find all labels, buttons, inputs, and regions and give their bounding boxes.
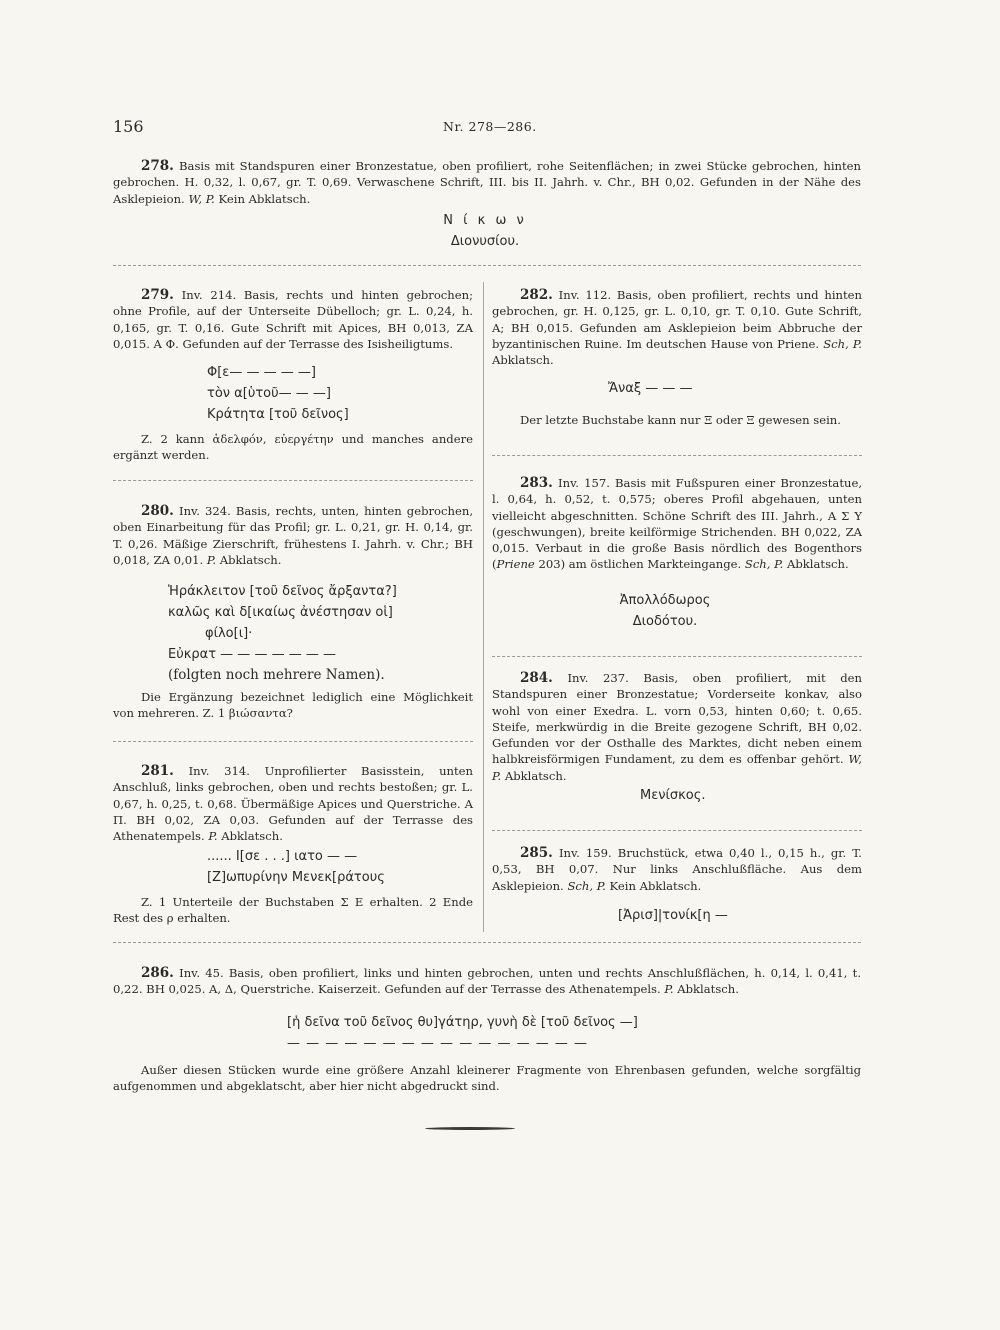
entry-text: Inv. 157. Basis mit Fußspuren einer Bronzestatue, l. 0,64, h. 0,52, t. 0,575; oberes Profil abgehauen, unten vielleicht abgeschnitten. Schöne Schrift des III. Jahrh., Α Σ Υ (geschwungen), breite keilförmige Strichenden. BH 0,022, ZA 0,015. Verbaut in die große Basis nördlich des Bogenthors (: [492, 476, 863, 572]
greek-line: Ἡράκλειτον [τοῦ δεῖνος ἄρξαντα?]: [168, 584, 397, 599]
entry-text: Inv. 237. Basis, oben profiliert, mit den Standspuren einer Bronzestatue; Vorderseite konkav, also wohl von einer Exedra. L. vorn 0,53, hinten 0,60; t. 0,65. Steife, merkwürdig in die Breite gezogene Schrift, BH 0,02. Gefunden vor der Osthalle des Marktes, dicht neben einem halbkreisförmigen Fundament, zu dem es offenbar gehört.: [492, 671, 862, 767]
entry-sigla: P.: [206, 552, 217, 567]
greek-line: φίλο[ι]·: [205, 626, 253, 641]
entry-tail: Kein Abklatsch.: [609, 878, 702, 893]
greek-282: [608, 378, 692, 399]
entry-tail: Abklatsch.: [677, 982, 739, 997]
greek-278: [380, 210, 590, 252]
note-280: Die Ergänzung bezeichnet lediglich eine Möglichkeit von mehreren. Z. 1 βιώσαντα?: [113, 690, 473, 721]
greek-line: τὸν α[ὑτοῦ— — —]: [207, 386, 331, 401]
greek-279: [207, 362, 349, 425]
divider: [113, 942, 861, 943]
entry-text: Inv. 159. Bruchstück, etwa 0,40 l., 0,15 h., gr. T. 0,53, BH 0,07. Nur links Anschlußfläche. Aus dem Asklepieion.: [492, 846, 862, 893]
greek-line: Φ[ε— — — — —]: [207, 365, 316, 380]
entry-number: 286.: [141, 965, 174, 981]
entry-278: [113, 158, 861, 207]
greek-line: [ἡ δεῖνα τοῦ δεῖνος θυ]γάτηρ, γυνὴ δὲ [τοῦ δεῖνος —]: [287, 1015, 638, 1030]
note-281: Z. 1 Unterteile der Buchstaben Σ Ε erhalten. 2 Ende Rest des ρ erhalten.: [113, 895, 473, 926]
entry-sigla: P.: [664, 982, 674, 997]
entry-text: Basis mit Standspuren einer Bronzestatue, oben profiliert, rohe Seitenflächen; in zwei Stücke gebrochen, hinten gebrochen. H. 0,32, l. 0,67, gr. T. 0,69. Verwaschene Schrift, III. bis II. Jahrh. v. Chr., BH 0,02. Gefunden in der Nähe des Asklepieion.: [113, 159, 861, 206]
entry-number: 279.: [141, 287, 174, 303]
greek-286: [287, 1012, 638, 1054]
entry-279: [113, 287, 473, 352]
note-282: Der letzte Buchstabe kann nur Ξ oder Ξ gewesen sein.: [520, 413, 841, 427]
entry-tail: Abklatsch.: [492, 353, 554, 368]
entry-number: 285.: [520, 845, 553, 861]
greek-line: Ἀπολλόδωρος: [619, 593, 711, 608]
entry-text-cont: 203) am östlichen Markteingange.: [534, 557, 742, 572]
entry-number: 281.: [141, 763, 174, 779]
entry-text: Inv. 314. Unprofilierter Basisstein, unten Anschluß, links gebrochen, oben und rechts bestoßen; gr. L. 0,67, h. 0,25, t. 0,68. Übermäßige Apices und Querstriche. Α Π. BH 0,02, ZA 0,03. Gefunden auf der Terrasse des Athenatempels.: [113, 764, 473, 844]
entry-text: Inv. 45. Basis, oben profiliert, links und hinten gebrochen, unten und rechts Anschlußflächen, h. 0,14, l. 0,41, t. 0,22. BH 0,025. A, Δ, Querstriche. Kaiserzeit. Gefunden auf der Terrasse des Athenatempels.: [113, 966, 861, 997]
greek-line: Διονυσίου.: [450, 234, 520, 249]
entry-286: [113, 965, 861, 998]
entry-number: 280.: [141, 503, 174, 519]
greek-284: [640, 785, 706, 806]
entry-sigla: Sch, P.: [567, 878, 606, 893]
page-range: Nr. 278—286.: [443, 119, 537, 134]
entry-reference: Priene: [496, 557, 535, 572]
end-ornament-rule: [425, 1127, 515, 1130]
greek-285: [618, 905, 728, 926]
entry-number: 278.: [141, 158, 174, 174]
entry-tail: Abklatsch.: [786, 557, 849, 572]
entry-sigla: W, P.: [188, 191, 215, 206]
greek-line: [Ζ]ωπυρίνην Μενεκ[ράτους: [207, 870, 385, 885]
entry-tail: Abklatsch.: [221, 829, 283, 844]
greek-line: ...... Ι[σε . . .] ιατο — —: [207, 849, 358, 864]
entry-sigla: Sch, P.: [744, 557, 784, 572]
greek-281: [207, 846, 385, 888]
greek-line: Εὐκρατ — — — — — — —: [168, 647, 336, 662]
greek-note-line: (folgten noch mehrere Namen).: [168, 667, 385, 683]
divider: [113, 480, 473, 481]
entry-text: Inv. 214. Basis, rechts und hinten gebrochen; ohne Profile, auf der Unterseite Dübelloch; gr. L. 0,24, h. 0,165, gr. T. 0,16. Gute Schrift mit Apices, BH 0,013, ZA 0,015. Α Φ. Gefunden auf der Terrasse des Isisheiligtums.: [113, 288, 474, 351]
entry-sigla: Sch, P.: [823, 336, 862, 351]
entry-number: 283.: [520, 475, 553, 491]
entry-280: [113, 503, 473, 568]
entry-sigla: W, P.: [492, 752, 862, 783]
entry-number: 282.: [520, 287, 553, 303]
entry-sigla: P.: [208, 829, 218, 844]
greek-line: Κράτητα [τοῦ δεῖνος]: [207, 407, 349, 422]
entry-284: [492, 670, 862, 784]
entry-281: [113, 763, 473, 844]
entry-text: Inv. 324. Basis, rechts, unten, hinten gebrochen, oben Einarbeitung für das Profil; gr. L. 0,21, gr. H. 0,14, gr. T. 0,26. Mäßige Zierschrift, frühestens I. Jahrh. v. Chr.; BH 0,018, ZA 0,01.: [113, 504, 474, 567]
greek-line: Ἄναξ — — —: [608, 381, 693, 396]
greek-line: — — — — — — — — — — — — — — — —: [287, 1036, 588, 1051]
page-number: 156: [113, 117, 144, 136]
greek-line: [Ἀρισ]|τονίκ[η —: [618, 908, 728, 923]
entry-tail: Abklatsch.: [504, 768, 567, 783]
greek-line: Ν ί κ ω ν: [443, 213, 527, 228]
greek-line: Διοδότου.: [632, 614, 698, 629]
greek-line: καλῶς καὶ δ[ικαίως ἀνέστησαν οἱ]: [168, 605, 393, 620]
note-279: Z. 2 kann ἀδελφόν, εὐεργέτην und manches andere ergänzt werden.: [113, 432, 473, 463]
entry-285: [492, 845, 862, 894]
divider: [492, 830, 862, 831]
entry-283: [492, 475, 862, 573]
entry-text: Inv. 112. Basis, oben profiliert, rechts und hinten gebrochen, gr. H. 0,125, gr. L. 0,10, gr. T. 0,10. Gute Schrift, A; BH 0,015. Gefunden am Asklepieion beim Abbruche der byzantinischen Ruine. Im deutschen Hause von Priene.: [492, 288, 862, 351]
greek-line: Μενίσκος.: [640, 788, 706, 803]
greek-280: [168, 581, 397, 686]
divider: [492, 656, 862, 657]
entry-tail: Kein Abklatsch.: [218, 191, 311, 206]
divider: [113, 265, 861, 266]
entry-number: 284.: [520, 670, 553, 686]
divider: [113, 741, 473, 742]
closing-paragraph: Außer diesen Stücken wurde eine größere Anzahl kleinerer Fragmente von Ehrenbasen gefunden, welche sorgfältig aufgenommen und abgeklatscht, aber hier nicht abgedruckt sind.: [113, 1063, 861, 1094]
entry-tail: Abklatsch.: [219, 552, 282, 567]
entry-282: [492, 287, 862, 368]
column-divider: [483, 282, 484, 932]
divider: [492, 455, 862, 456]
greek-283: [590, 590, 740, 632]
